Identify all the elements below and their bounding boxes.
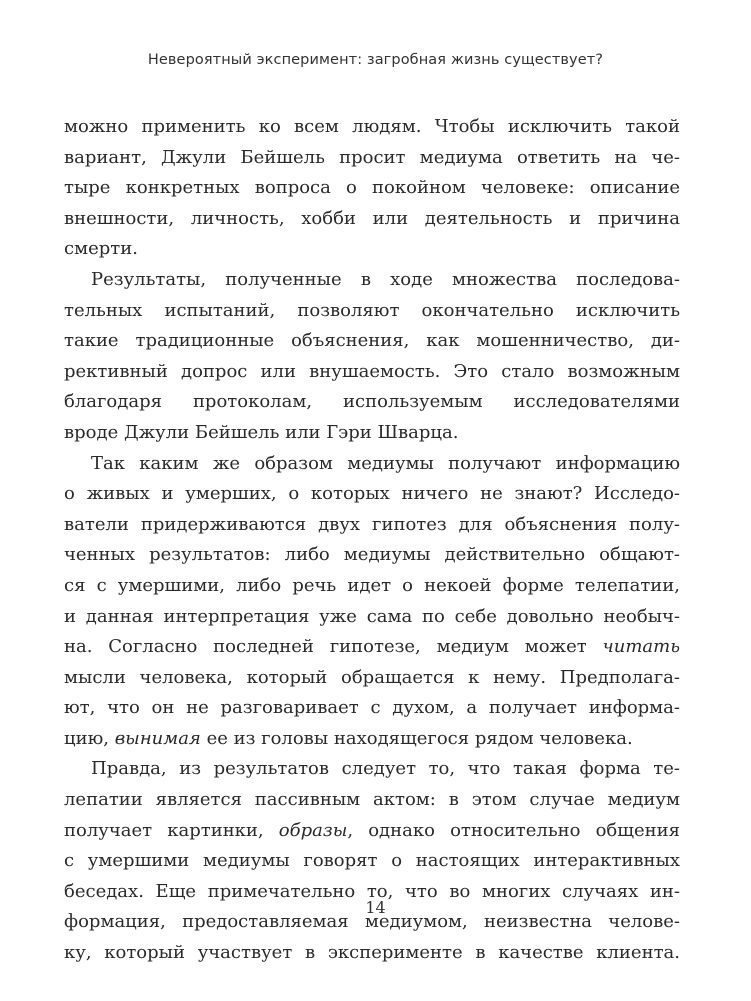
text-line: ченных результатов: либо медиумы действительно общают-: [64, 544, 680, 566]
text-line: такие традиционные объяснения, как мошенничество, ди-: [64, 330, 680, 352]
text-line: вариант, Джули Бейшель просит медиума ответить на че-: [64, 146, 680, 168]
text-line: с умершими медиумы говорят о настоящих интерактивных: [64, 850, 680, 872]
paragraph: [64, 449, 680, 755]
text-line: мысли человека, который обращается к нему. Предполага-: [64, 666, 680, 688]
text-line: и данная интерпретация уже сама по себе довольно необыч-: [64, 605, 680, 627]
text-line: лепатии является пассивным актом: в этом случае медиум: [64, 789, 680, 811]
text-line: ся с умершими, либо речь идет о некоей форме телепатии,: [64, 574, 680, 596]
text-line: ку, который участвует в эксперименте в качестве клиента.: [64, 942, 680, 964]
text-line: [64, 816, 680, 847]
italic-run: читать: [602, 636, 680, 658]
paragraph: [64, 112, 680, 265]
italic-run: вынимая: [114, 727, 201, 749]
italic-run: образы: [278, 819, 348, 841]
text-line: формация, предоставляемая медиумом, неизвестна челове-: [64, 911, 680, 933]
text-line: беседах. Еще примечательно то, что во многих случаях ин-: [64, 880, 680, 902]
text-run: ее из головы находящегося рядом человека.: [200, 727, 633, 749]
page-number: 14: [365, 898, 386, 917]
text-line: благодаря протоколам, используемым исследователями: [64, 391, 680, 413]
text-line: [64, 724, 680, 755]
text-run: получает картинки,: [64, 819, 279, 841]
text-run: цию,: [64, 727, 115, 749]
running-head: Невероятный эксперимент: загробная жизнь существует?: [147, 52, 604, 68]
text-line: Результаты, полученные в ходе множества последова-: [91, 268, 680, 290]
text-line: ватели придерживаются двух гипотез для объяснения полу-: [64, 513, 680, 535]
paragraph: [64, 754, 680, 968]
text-line: можно применить ко всем людям. Чтобы исключить такой: [64, 116, 680, 137]
text-line: внешности, личность, хобби или деятельность и причина: [64, 207, 680, 229]
text-line: Так каким же образом медиумы получают информацию: [91, 452, 680, 474]
text-line: рективный допрос или внушаемость. Это стало возможным: [64, 360, 680, 382]
text-line: ют, что он не разговаривает с духом, а получает информа-: [64, 697, 680, 719]
text-line: тельных испытаний, позволяют окончательно исключить: [64, 299, 680, 321]
text-run: на. Согласно последней гипотезе, медиум может: [64, 636, 603, 658]
text-line: смерти.: [64, 238, 138, 260]
text-line: вроде Джули Бейшель или Гэри Шварца.: [64, 421, 459, 443]
text-line: Правда, из результатов следует то, что такая форма те-: [91, 758, 680, 780]
text-line: [64, 632, 680, 663]
text-line: о живых и умерших, о которых ничего не знают? Исследо-: [64, 483, 680, 505]
text-line: тыре конкретных вопроса о покойном человеке: описание: [64, 177, 680, 199]
text-run: , однако относительно общения: [347, 819, 680, 841]
paragraph: [64, 265, 680, 449]
body-text: [64, 112, 680, 969]
